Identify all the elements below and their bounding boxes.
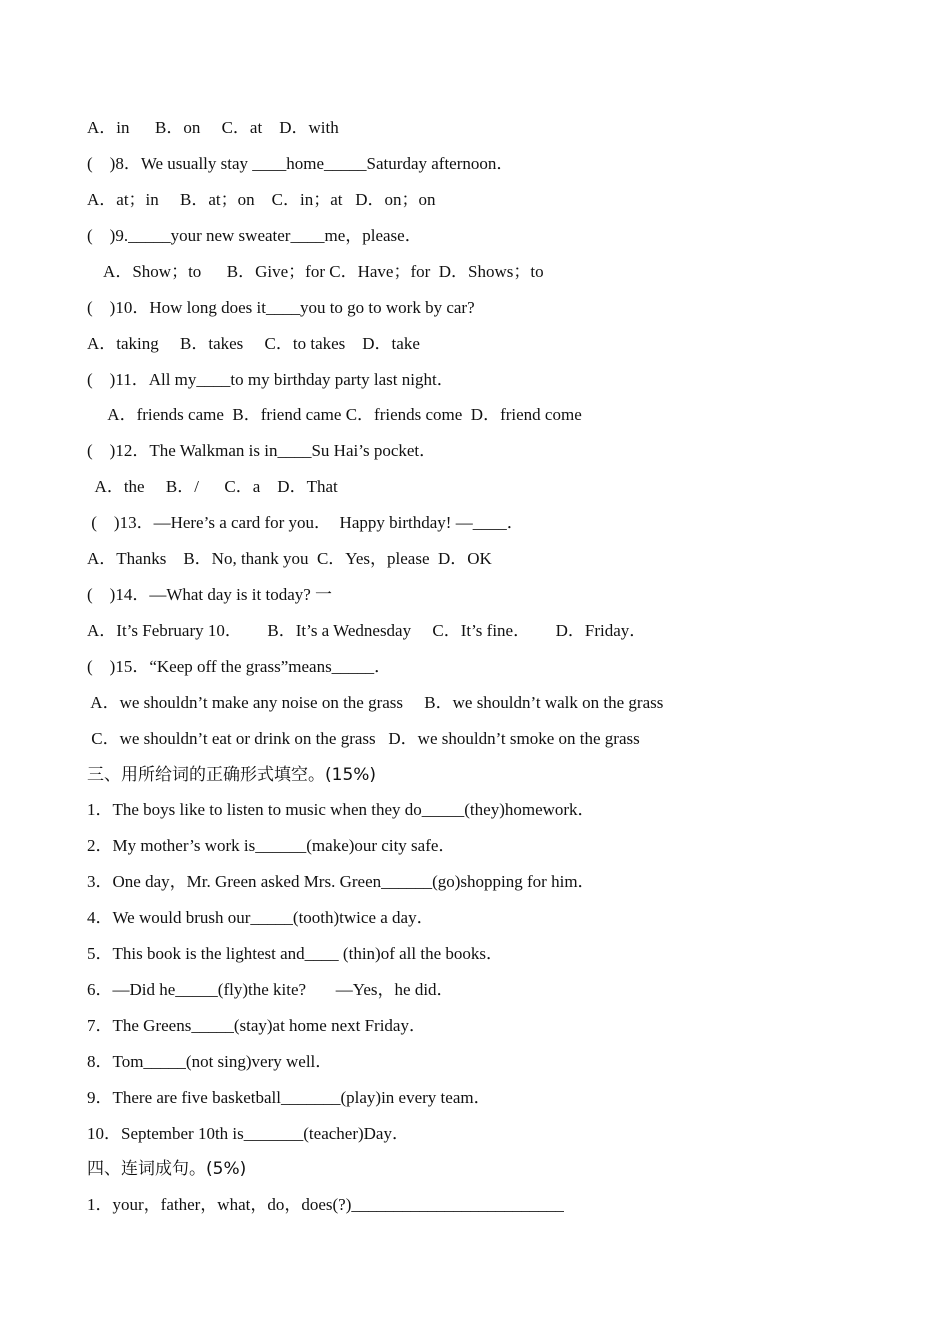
fill-item-5: 5．This book is the lightest and____ (thin)of all the books． [87,944,503,963]
fill-item-8: 8．Tom_____(not sing)very well． [87,1052,333,1071]
q12-question: ( )12．The Walkman is in____Su Hai’s pocket． [87,441,437,460]
q14-options: A．It’s February 10． B．It’s a Wednesday C．It’s fine． D．Friday． [87,621,647,640]
fill-item-9: 9．There are five basketball_______(play)in every team． [87,1088,491,1107]
q10-question: ( )10．How long does it____you to go to work by car? [87,298,475,317]
fill-item-2: 2．My mother’s work is______(make)our city safe． [87,836,456,855]
fill-item-4: 4．We would brush our_____(tooth)twice a day． [87,908,434,927]
q7-options: A．in B．on C．at D．with [87,118,339,137]
q15-options-cd: C．we shouldn’t eat or drink on the grass D．we shouldn’t smoke on the grass [87,729,640,748]
q11-options: A．friends came B．friend came C．friends come D．friend come [87,405,582,424]
fill-item-1: 1．The boys like to listen to music when they do_____(they)homework． [87,800,595,819]
fill-item-10: 10．September 10th is_______(teacher)Day． [87,1124,409,1143]
q14-question: ( )14．—What day is it today? 一 [87,585,333,604]
q11-question: ( )11．All my____to my birthday party last night． [87,370,454,389]
section-three-heading: 三、用所给词的正确形式填空。(15%) [87,765,377,785]
fill-item-6: 6．—Did he_____(fly)the kite? —Yes，he did． [87,980,454,999]
q10-options: A．taking B．takes C．to takes D．take [87,334,420,353]
q9-options: A．Show；to B．Give；for C．Have；for D．Shows；to [87,262,544,281]
section-four-heading: 四、连词成句。(5%) [87,1159,247,1179]
q15-options-ab: A．we shouldn’t make any noise on the grass B．we shouldn’t walk on the grass [87,693,664,712]
q13-question: ( )13．—Here’s a card for you． Happy birthday! —____． [87,513,524,532]
q8-options: A．at；in B．at；on C．in；at D．on；on [87,190,436,209]
q15-question: ( )15．“Keep off the grass”means_____． [87,657,392,676]
q13-options: A．Thanks B．No, thank you C．Yes，please D．OK [87,549,492,568]
q12-options: A．the B．/ C．a D．That [87,477,338,496]
fill-item-3: 3．One day，Mr. Green asked Mrs. Green______(go)shopping for him． [87,872,595,891]
q8-question: ( )8．We usually stay ____home_____Saturday afternoon． [87,154,514,173]
sentence-item-1: 1．your，father，what，do，does(?)_________________________ [87,1195,564,1214]
q9-question: ( )9._____your new sweater____me，please． [87,226,422,245]
fill-item-7: 7．The Greens_____(stay)at home next Friday． [87,1016,426,1035]
